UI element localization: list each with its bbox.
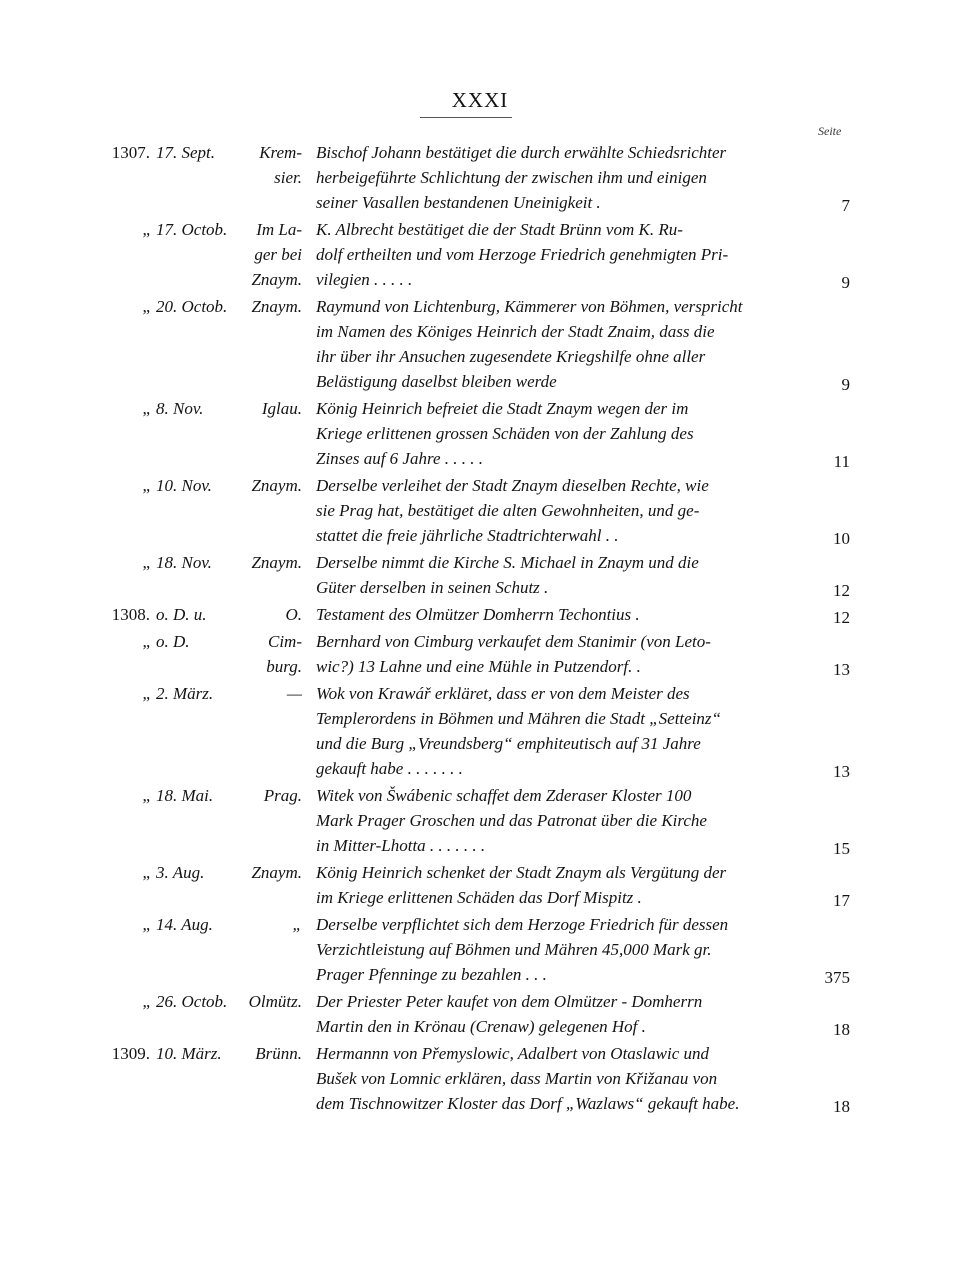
entry-row bbox=[0, 217, 960, 294]
entry-place-line: „ bbox=[292, 915, 302, 934]
entry-summary-line: Testament des Olmützer Domherrn Techontius . bbox=[316, 605, 640, 624]
entry-row bbox=[0, 860, 960, 912]
entry-list bbox=[0, 140, 960, 1118]
entry-place bbox=[238, 629, 302, 679]
entry-summary-line: wic?) 13 Lahne und eine Mühle in Putzendorf. . bbox=[316, 657, 641, 676]
entry-date: o. D. u. bbox=[156, 605, 207, 624]
entry-date: o. D. bbox=[156, 632, 190, 651]
entry-year: 1309. bbox=[111, 1044, 150, 1063]
entry-place-line: O. bbox=[285, 605, 302, 624]
entry-summary-line: stattet die freie jährliche Stadtrichterwahl . . bbox=[316, 526, 619, 545]
entry-summary-line: Belästigung daselbst bleiben werde bbox=[316, 372, 557, 391]
entry-summary bbox=[316, 550, 811, 600]
entry-place bbox=[238, 860, 302, 885]
entry-summary-line: Martin den in Krönau (Crenaw) gelegenen Hof . bbox=[316, 1017, 646, 1036]
entry-year: „ bbox=[142, 220, 150, 239]
entry-date: 3. Aug. bbox=[156, 863, 205, 882]
entry-place-line: — bbox=[286, 684, 302, 703]
entry-place-line: ger bei bbox=[254, 245, 302, 264]
entry-place bbox=[238, 140, 302, 190]
entry-date: 26. Octob. bbox=[156, 992, 228, 1011]
entry-page-ref: 13 bbox=[833, 660, 850, 679]
entry-page-ref: 11 bbox=[833, 452, 850, 471]
entry-summary bbox=[316, 681, 811, 781]
entry-summary-line: sie Prag hat, bestätiget die alten Gewohnheiten, und ge- bbox=[316, 501, 700, 520]
entry-summary-line: seiner Vasallen bestandenen Uneinigkeit . bbox=[316, 193, 601, 212]
entry-summary-line: dem Tischnowitzer Kloster das Dorf „Wazlaws“ gekauft habe. bbox=[316, 1094, 740, 1113]
entry-summary bbox=[316, 912, 811, 987]
entry-summary-line: herbeigeführte Schlichtung der zwischen ihm und einigen bbox=[316, 168, 707, 187]
entry-year: „ bbox=[142, 553, 150, 572]
entry-place bbox=[238, 783, 302, 808]
entry-summary-line: Derselbe verpflichtet sich dem Herzoge Friedrich für dessen bbox=[316, 915, 729, 934]
entry-summary-line: und die Burg „Vreundsberg“ emphiteutisch auf 31 Jahre bbox=[316, 734, 701, 753]
entry-row bbox=[0, 602, 960, 629]
entry-date: 10. Nov. bbox=[156, 476, 212, 495]
entry-summary-line: in Mitter-Lhotta . . . . . . . bbox=[316, 836, 486, 855]
entry-place bbox=[238, 989, 302, 1014]
entry-summary-line: K. Albrecht bestätiget die der Stadt Brünn vom K. Ru- bbox=[316, 220, 683, 239]
entry-date: 20. Octob. bbox=[156, 297, 228, 316]
entry-page-ref: 12 bbox=[833, 608, 850, 627]
entry-place bbox=[238, 912, 302, 937]
header-rule bbox=[420, 117, 512, 118]
entry-place-line: Znaym. bbox=[251, 270, 302, 289]
entry-summary bbox=[316, 1041, 811, 1116]
entry-place bbox=[238, 550, 302, 575]
page-number: XXXI bbox=[451, 88, 509, 112]
entry-summary bbox=[316, 783, 811, 858]
entry-year: „ bbox=[142, 863, 150, 882]
entry-summary-line: Prager Pfenninge zu bezahlen . . . bbox=[316, 965, 547, 984]
entry-summary bbox=[316, 860, 811, 910]
entry-place-line: Znaym. bbox=[251, 863, 302, 882]
entry-row bbox=[0, 989, 960, 1041]
entry-summary bbox=[316, 140, 811, 215]
entry-summary-line: König Heinrich befreiet die Stadt Znaym wegen der im bbox=[316, 399, 689, 418]
entry-summary-line: Verzichtleistung auf Böhmen und Mähren 45,000 Mark gr. bbox=[316, 940, 712, 959]
entry-place bbox=[238, 602, 302, 627]
entry-place-line: burg. bbox=[266, 657, 302, 676]
entry-place-line: Iglau. bbox=[261, 399, 302, 418]
entry-place-line: sier. bbox=[274, 168, 302, 187]
entry-page-ref: 9 bbox=[841, 375, 850, 394]
entry-row bbox=[0, 912, 960, 989]
entry-place-line: Im La- bbox=[256, 220, 302, 239]
entry-page-ref: 7 bbox=[841, 196, 850, 215]
entry-year: „ bbox=[142, 297, 150, 316]
entry-summary bbox=[316, 989, 811, 1039]
entry-row bbox=[0, 1041, 960, 1118]
entry-summary-line: im Namen des Königes Heinrich der Stadt Znaim, dass die bbox=[316, 322, 715, 341]
entry-summary-line: Derselbe verleihet der Stadt Znaym dieselben Rechte, wie bbox=[316, 476, 709, 495]
entry-year: „ bbox=[142, 992, 150, 1011]
entry-page-ref: 9 bbox=[841, 273, 850, 292]
entry-date: 10. März. bbox=[156, 1044, 222, 1063]
entry-summary bbox=[316, 629, 811, 679]
entry-place-line: Krem- bbox=[259, 143, 302, 162]
entry-page-ref: 18 bbox=[833, 1097, 850, 1116]
entry-page-ref: 17 bbox=[833, 891, 850, 910]
entry-row bbox=[0, 473, 960, 550]
entry-summary bbox=[316, 396, 811, 471]
entry-page-ref: 12 bbox=[833, 581, 850, 600]
entry-date: 14. Aug. bbox=[156, 915, 213, 934]
entry-summary-line: Kriege erlittenen grossen Schäden von der Zahlung des bbox=[316, 424, 694, 443]
entry-page-ref: 13 bbox=[833, 762, 850, 781]
entry-summary-line: ihr über ihr Ansuchen zugesendete Kriegshilfe ohne aller bbox=[316, 347, 706, 366]
entry-year: 1307. bbox=[111, 143, 150, 162]
entry-place-line: Znaym. bbox=[251, 476, 302, 495]
entry-place bbox=[238, 1041, 302, 1066]
entry-summary-line: gekauft habe . . . . . . . bbox=[316, 759, 463, 778]
entry-page-ref: 375 bbox=[824, 968, 850, 987]
entry-place bbox=[238, 217, 302, 292]
entry-summary bbox=[316, 217, 811, 292]
entry-summary-line: Hermannn von Přemyslowic, Adalbert von Otaslawic und bbox=[316, 1044, 710, 1063]
entry-place-line: Cim- bbox=[268, 632, 302, 651]
entry-summary-line: dolf ertheilten und vom Herzoge Friedrich genehmigten Pri- bbox=[316, 245, 729, 264]
entry-row bbox=[0, 629, 960, 681]
entry-place bbox=[238, 681, 302, 706]
entry-summary-line: im Kriege erlittenen Schäden das Dorf Mispitz . bbox=[316, 888, 642, 907]
entry-place bbox=[238, 396, 302, 421]
entry-year: „ bbox=[142, 476, 150, 495]
entry-row bbox=[0, 550, 960, 602]
entry-page-ref: 15 bbox=[833, 839, 850, 858]
entry-place-line: Prag. bbox=[263, 786, 302, 805]
entry-summary bbox=[316, 294, 811, 394]
entry-year: „ bbox=[142, 632, 150, 651]
entry-place-line: Znaym. bbox=[251, 553, 302, 572]
entry-place-line: Brünn. bbox=[255, 1044, 302, 1063]
entry-date: 17. Sept. bbox=[156, 143, 216, 162]
entry-date: 18. Nov. bbox=[156, 553, 212, 572]
entry-row bbox=[0, 140, 960, 217]
page-column-header: Seite bbox=[818, 124, 842, 138]
entry-year: „ bbox=[142, 786, 150, 805]
entry-summary-line: Wok von Krawář erkläret, dass er von dem Meister des bbox=[316, 684, 690, 703]
entry-summary-line: König Heinrich schenket der Stadt Znaym als Vergütung der bbox=[316, 863, 727, 882]
entry-summary-line: Güter derselben in seinen Schutz . bbox=[316, 578, 549, 597]
entry-summary-line: Raymund von Lichtenburg, Kämmerer von Böhmen, verspricht bbox=[316, 297, 743, 316]
entry-summary-line: Der Priester Peter kaufet von dem Olmützer - Domherrn bbox=[316, 992, 703, 1011]
entry-row bbox=[0, 783, 960, 860]
entry-page-ref: 10 bbox=[833, 529, 850, 548]
entry-page-ref: 18 bbox=[833, 1020, 850, 1039]
entry-row bbox=[0, 294, 960, 396]
entry-date: 2. März. bbox=[156, 684, 214, 703]
entry-place bbox=[238, 294, 302, 319]
entry-year: 1308. bbox=[111, 605, 150, 624]
entry-summary-line: Templerordens in Böhmen und Mähren die Stadt „Setteinz“ bbox=[316, 709, 721, 728]
entry-place-line: Olmütz. bbox=[248, 992, 302, 1011]
entry-summary bbox=[316, 473, 811, 548]
entry-row bbox=[0, 396, 960, 473]
entry-date: 8. Nov. bbox=[156, 399, 204, 418]
entry-summary-line: Mark Prager Groschen und das Patronat über die Kirche bbox=[316, 811, 707, 830]
entry-year: „ bbox=[142, 684, 150, 703]
entry-year: „ bbox=[142, 915, 150, 934]
entry-summary-line: Bušek von Lomnic erklären, dass Martin von Křižanau von bbox=[316, 1069, 718, 1088]
entry-row bbox=[0, 681, 960, 783]
entry-year: „ bbox=[142, 399, 150, 418]
entry-place-line: Znaym. bbox=[251, 297, 302, 316]
entry-place bbox=[238, 473, 302, 498]
entry-summary-line: Witek von Šwábenic schaffet dem Zderaser Kloster 100 bbox=[316, 786, 692, 805]
entry-summary-line: Zinses auf 6 Jahre . . . . . bbox=[316, 449, 484, 468]
entry-date: 17. Octob. bbox=[156, 220, 228, 239]
entry-summary bbox=[316, 602, 811, 627]
entry-summary-line: Bischof Johann bestätiget die durch erwählte Schiedsrichter bbox=[316, 143, 727, 162]
entry-summary-line: Bernhard von Cimburg verkaufet dem Stanimir (von Leto- bbox=[316, 632, 711, 651]
entry-date: 18. Mai. bbox=[156, 786, 214, 805]
entry-summary-line: Derselbe nimmt die Kirche S. Michael in Znaym und die bbox=[316, 553, 699, 572]
entry-summary-line: vilegien . . . . . bbox=[316, 270, 413, 289]
